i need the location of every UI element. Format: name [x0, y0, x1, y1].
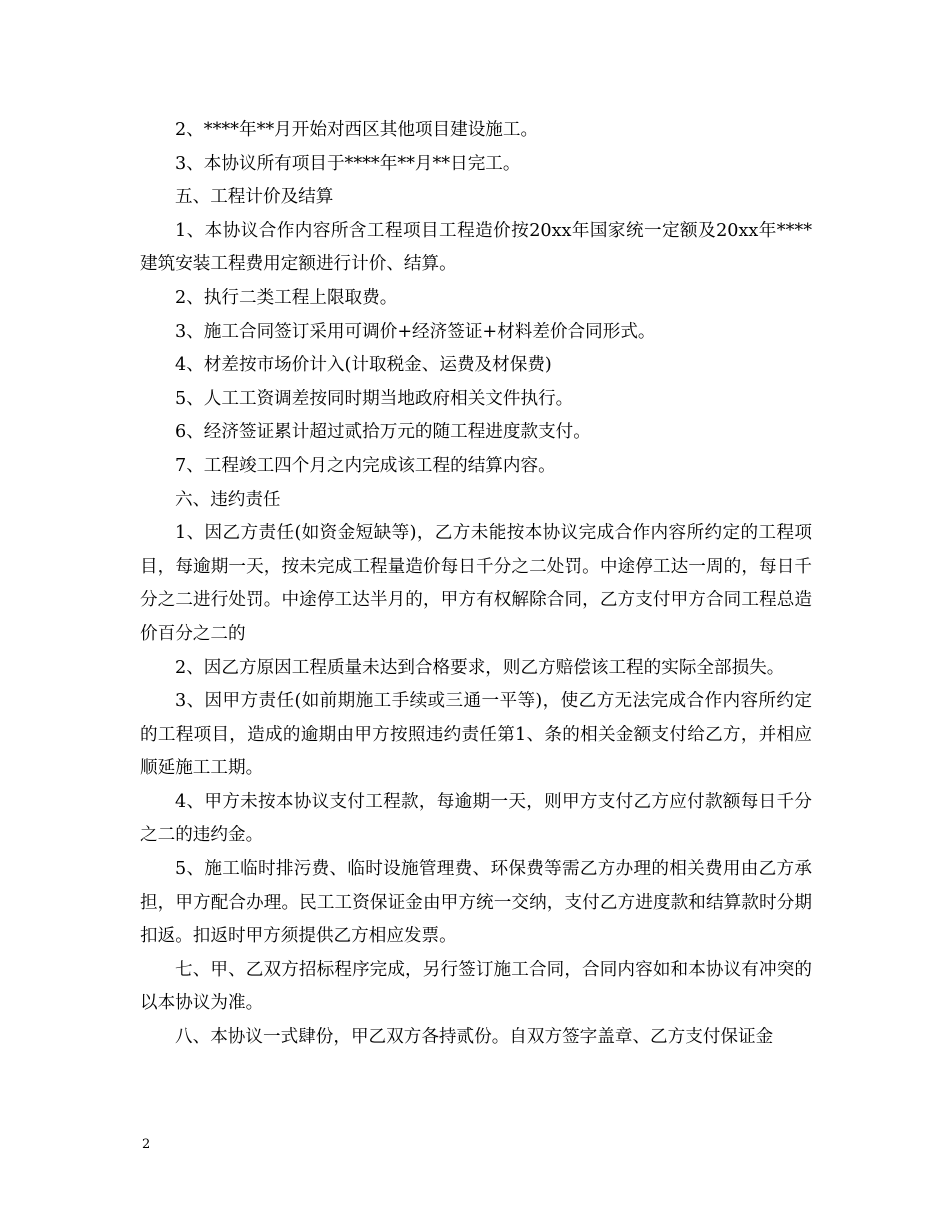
paragraph-pricing-7: 7、工程竣工四个月之内完成该工程的结算内容。	[175, 455, 556, 476]
section-heading-liability: 六、违约责任	[175, 489, 281, 510]
paragraph-liability-4: 4、甲方未按本协议支付工程款，每逾期一天，则甲方支付乙方应付款额每日千分之二的违约金。	[140, 791, 812, 846]
paragraph-pricing-2: 2、执行二类工程上限取费。	[175, 287, 398, 308]
body-text	[140, 114, 812, 1055]
section-heading-pricing: 五、工程计价及结算	[175, 187, 334, 208]
paragraph-pricing-6: 6、经济签证累计超过贰拾万元的随工程进度款支付。	[175, 422, 591, 443]
page-number: 2	[142, 1137, 151, 1152]
paragraph-pricing-5: 5、人工工资调差按同时期当地政府相关文件执行。	[175, 388, 574, 409]
paragraph-liability-3: 3、因甲方责任(如前期施工手续或三通一平等)，使乙方无法完成合作内容所约定的工程项目，造成的逾期由甲方按照违约责任第1、条的相关金额支付给乙方，并相应顺延施工工期。	[140, 691, 812, 779]
paragraph-pricing-4: 4、材差按市场价计入(计取税金、运费及材保费)	[175, 355, 552, 376]
paragraph-schedule-west: 2、****年**月开始对西区其他项目建设施工。	[175, 120, 539, 140]
paragraph-section-seven: 七、甲、乙双方招标程序完成，另行签订施工合同，合同内容如和本协议有冲突的以本协议为准。	[140, 959, 812, 1014]
paragraph-section-eight: 八、本协议一式肆份，甲乙双方各持贰份。自双方签字盖章、乙方支付保证金	[175, 1027, 774, 1048]
paragraph-liability-5: 5、施工临时排污费、临时设施管理费、环保费等需乙方办理的相关费用由乙方承担，甲方配合办理。民工工资保证金由甲方统一交纳，支付乙方进度款和结算款时分期扣返。扣返时甲方须提供乙方相应发票。	[140, 859, 812, 947]
paragraph-schedule-completion: 3、本协议所有项目于****年**月**日完工。	[175, 153, 521, 174]
paragraph-pricing-3: 3、施工合同签订采用可调价+经济签证+材料差价合同形式。	[175, 321, 656, 342]
paragraph-pricing-1: 1、本协议合作内容所含工程项目工程造价按20xx年国家统一定额及20xx年****建筑安装工程费用定额进行计价、结算。	[140, 220, 812, 275]
paragraph-liability-1: 1、因乙方责任(如资金短缺等)，乙方未能按本协议完成合作内容所约定的工程项目，每逾期一天，按未完成工程量造价每日千分之二处罚。中途停工达一周的，每日千分之二进行处罚。中途停工达半月的，甲方有权解除合同，乙方支付甲方合同工程总造价百分之二的	[140, 523, 812, 644]
paragraph-liability-2: 2、因乙方原因工程质量未达到合格要求，则乙方赔偿该工程的实际全部损失。	[175, 657, 785, 678]
